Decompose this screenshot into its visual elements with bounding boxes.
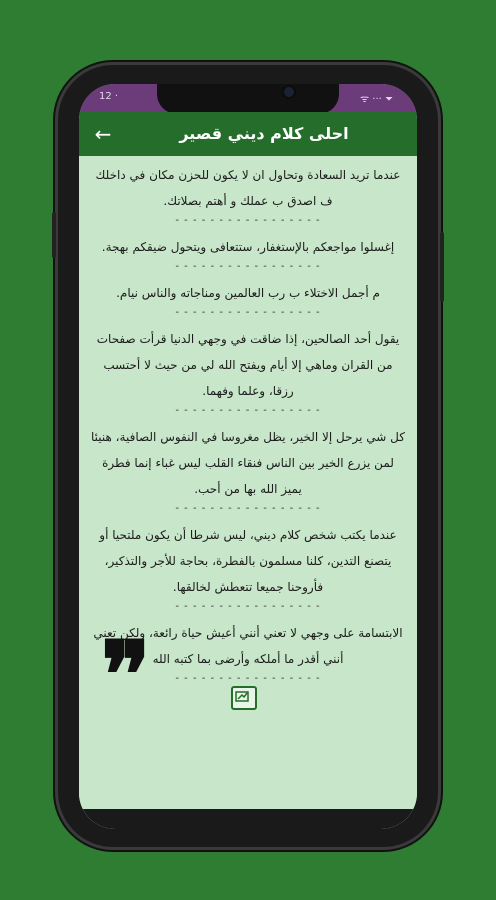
quote-mark-icon: ❞ (101, 621, 151, 729)
page-title: احلى كلام ديني قصير (179, 124, 349, 143)
camera-icon (284, 87, 294, 97)
status-icons: ᯤ ··· ⏷ (359, 94, 393, 105)
phone-frame (55, 62, 441, 850)
divider: - - - - - - - - - - - - - - - - - (175, 503, 321, 514)
divider: - - - - - - - - - - - - - - - - - (175, 601, 321, 612)
share-button[interactable] (231, 686, 257, 710)
divider: - - - - - - - - - - - - - - - - - (175, 215, 321, 226)
app-bar (79, 112, 417, 156)
divider: - - - - - - - - - - - - - - - - - (175, 261, 321, 272)
divider: - - - - - - - - - - - - - - - - - (175, 307, 321, 318)
divider: - - - - - - - - - - - - - - - - - (175, 405, 321, 416)
list-item: الابتسامة على وجهي لا تعني أنني أعيش حياة رائعة، ولكن تعني أنني أقدر ما أملكه وأرضى بما كتبه الله (93, 626, 403, 666)
bottom-bezel (79, 809, 417, 829)
arrow-left-icon[interactable]: ← (94, 122, 112, 146)
list-item: كل شي يرحل إلا الخير، يظل مغروسا في النفوس الصافية، هنيئا لمن يزرع الخير بين الناس فنقاء القلب ليس غباء إنما فطرة يميز الله بها من أحب. (91, 430, 405, 496)
status-time: 12 · (99, 91, 119, 102)
share-icon (235, 690, 249, 702)
notch (157, 84, 339, 114)
list-item: إغسلوا مواجعكم بالإستغفار، ستتعافى ويتحول ضيقكم بهجة. (101, 240, 395, 254)
list-item: عندما يكتب شخص كلام ديني، ليس شرطا أن يكون ملتحيا أو يتصنع التدين، كلنا مسلمون بالفطرة، بحاجة للأجر والتذكير، فأروحنا جميعا تتعطش لخالقها. (99, 528, 397, 594)
list-item: عندما تريد السعادة وتحاول ان لا يكون للحزن مكان في داخلك ف اصدق ب عملك و أهتم بصلاتك. (95, 168, 401, 208)
divider: - - - - - - - - - - - - - - - - - (175, 673, 321, 684)
list-item: يقول أحد الصالحين، إذا ضاقت في وجهي الدنيا قرأت صفحات من القران وماهي إلا أيام ويفتح الله لي من حيث لا أحتسب رزقا، وعلما وفهما. (96, 332, 400, 398)
phone-screen (79, 84, 417, 829)
list-item: م أجمل الاختلاء ب رب العالمين ومناجاته والناس نيام. (116, 286, 380, 300)
